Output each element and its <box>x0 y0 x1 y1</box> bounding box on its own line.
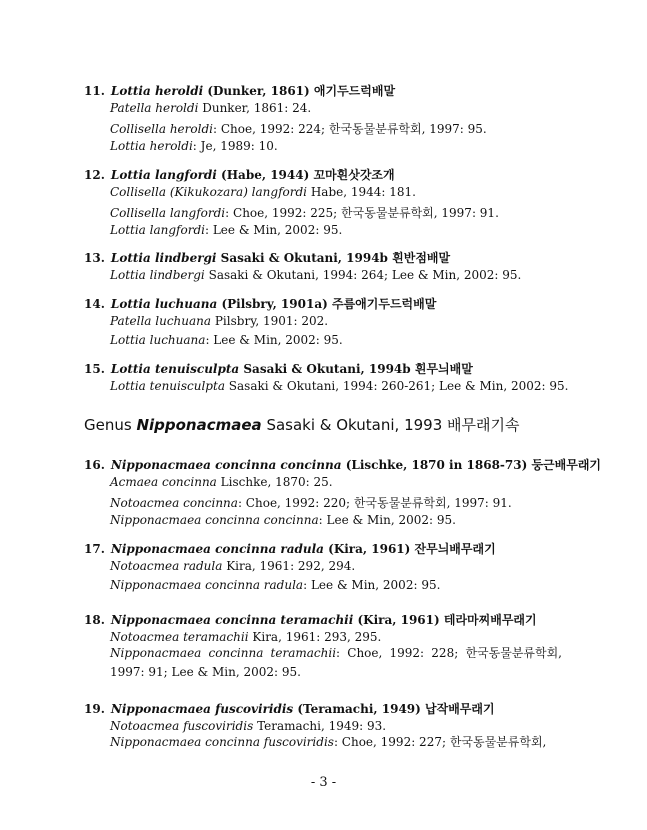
synonym-line <box>110 733 562 752</box>
species-name: heroldi <box>154 84 204 98</box>
genus-name: Lottia <box>110 168 151 182</box>
species-name: fuscoviridis <box>215 702 294 716</box>
entry-number: 19. <box>84 702 105 716</box>
synonym-name: Lottia heroldi <box>110 139 193 153</box>
entry-heading <box>84 82 395 99</box>
synonym-line <box>110 494 512 511</box>
authority: (Dunker, 1861) <box>207 84 310 98</box>
synonym-ref: Lischke, 1870: 25. <box>216 475 333 489</box>
korean-name: 납작배무래기 <box>425 702 495 716</box>
genus-name: Lottia <box>110 297 151 311</box>
entry-heading <box>84 166 395 183</box>
korean-name: 잔무늬배무래기 <box>414 542 496 556</box>
synonym-name: Patella luchuana <box>110 314 212 328</box>
synonym-line <box>110 120 487 137</box>
entry-heading <box>84 295 436 312</box>
genus-prefix: Genus <box>84 416 137 434</box>
synonym-name: Notoacmea concinna <box>110 496 238 510</box>
synonym-line <box>110 314 328 328</box>
synonym-ref: Teramachi, 1949: 93. <box>253 719 387 733</box>
entry-number: 12. <box>84 168 105 182</box>
species-name: concinna concinna <box>215 458 342 472</box>
synonym-name: Nipponacmaea concinna concinna <box>110 513 319 527</box>
synonym-ref: Sasaki & Okutani, 1994: 260-261; Lee & Min, 2002: 95. <box>224 379 569 393</box>
species-name: langfordi <box>154 168 217 182</box>
species-name: concinna radula <box>215 542 324 556</box>
page-number: - 3 - <box>310 775 337 790</box>
synonym-ref: : Lee & Min, 2002: 95. <box>318 513 456 527</box>
genus-name: Nipponacmaea <box>110 613 211 627</box>
synonym-line <box>110 223 342 237</box>
authority: (Kira, 1961) <box>328 542 411 556</box>
korean-name: 둥근배무래기 <box>531 458 602 472</box>
synonym-line <box>110 559 355 573</box>
synonym-name: Nipponacmaea concinna teramachii <box>110 646 337 660</box>
synonym-ref: : Choe, 1992: 227; 한국동물분류학회, <box>333 735 547 749</box>
genus-heading-authority: Sasaki & Okutani, 1993 배무래기속 <box>261 416 520 434</box>
korean-name: 애기두드럭배말 <box>313 84 396 98</box>
entry-heading <box>84 360 473 377</box>
entry-heading <box>84 700 495 717</box>
synonym-name: Collisella heroldi <box>110 122 213 136</box>
entry-number: 14. <box>84 297 105 311</box>
synonym-ref: Kira, 1961: 293, 295. <box>248 630 382 644</box>
synonym-line <box>110 578 440 592</box>
synonym-name: Collisella ( <box>110 185 175 199</box>
synonym-name: Lottia tenuisculpta <box>110 379 225 393</box>
synonym-line <box>110 644 562 682</box>
subgenus-name: Kikukozara <box>174 185 244 199</box>
synonym-ref: Dunker, 1861: 24. <box>198 101 312 115</box>
authority: (Pilsbry, 1901a) <box>221 297 328 311</box>
genus-name: Lottia <box>110 362 151 376</box>
synonym-ref: : Lee & Min, 2002: 95. <box>303 578 441 592</box>
korean-name: 주름애기두드럭배말 <box>331 297 437 311</box>
entry-number: 13. <box>84 251 105 265</box>
synonym-ref: : Choe, 1992: 228; 한국동물분류학회, 1997: 91; Lee & Min, 2002: 95. <box>110 646 562 679</box>
synonym-line <box>110 268 521 282</box>
entry-number: 16. <box>84 458 105 472</box>
entry-number: 17. <box>84 542 105 556</box>
entry-heading <box>84 249 450 266</box>
genus-heading <box>84 414 519 435</box>
synonym-ref: Sasaki & Okutani, 1994: 264; Lee & Min, 2002: 95. <box>204 268 522 282</box>
synonym-name: ) langfordi <box>243 185 308 199</box>
synonym-ref: : Choe, 1992: 220; 한국동물분류학회, 1997: 91. <box>237 496 512 510</box>
synonym-name: Lottia langfordi <box>110 223 205 237</box>
synonym-line <box>110 204 499 221</box>
synonym-name: Notoacmea radula <box>110 559 223 573</box>
synonym-name: Collisella langfordi <box>110 206 226 220</box>
synonym-ref: Kira, 1961: 292, 294. <box>222 559 356 573</box>
synonym-line <box>110 719 386 733</box>
synonym-ref: : Choe, 1992: 224; 한국동물분류학회, 1997: 95. <box>212 122 487 136</box>
synonym-ref: : Lee & Min, 2002: 95. <box>205 333 343 347</box>
authority: Sasaki & Okutani, 1994b <box>243 362 411 376</box>
synonym-line <box>110 513 456 527</box>
synonym-ref: : Lee & Min, 2002: 95. <box>204 223 343 237</box>
genus-name: Nipponacmaea <box>110 458 211 472</box>
species-name: lindbergi <box>154 251 217 265</box>
synonym-name: Nipponacmaea concinna fuscoviridis <box>110 735 334 749</box>
synonym-line <box>110 630 381 644</box>
authority: (Lischke, 1870 in 1868-73) <box>345 458 528 472</box>
entry-number: 11. <box>84 84 105 98</box>
authority: (Teramachi, 1949) <box>297 702 421 716</box>
synonym-line <box>110 101 311 115</box>
synonym-name: Acmaea concinna <box>110 475 217 489</box>
korean-name: 테라마찌배무래기 <box>443 613 537 627</box>
synonym-line <box>110 475 333 489</box>
synonym-name: Patella heroldi <box>110 101 199 115</box>
genus-name: Lottia <box>110 251 151 265</box>
synonym-name: Nipponacmaea concinna radula <box>110 578 304 592</box>
authority: Sasaki & Okutani, 1994b <box>220 251 388 265</box>
korean-name: 꼬마흰삿갓조개 <box>313 168 395 182</box>
synonym-ref: Habe, 1944: 181. <box>307 185 416 199</box>
genus-name: Lottia <box>110 84 151 98</box>
synonym-ref: Pilsbry, 1901: 202. <box>211 314 329 328</box>
genus-name: Nipponacmaea <box>110 702 211 716</box>
synonym-name: Notoacmea teramachii <box>110 630 249 644</box>
species-name: luchuana <box>154 297 218 311</box>
species-name: tenuisculpta <box>154 362 240 376</box>
korean-name: 흰반점배말 <box>392 251 451 265</box>
authority: (Habe, 1944) <box>221 168 310 182</box>
entry-heading <box>84 611 537 628</box>
genus-name: Nipponacmaea <box>110 542 211 556</box>
genus-heading-name: Nipponacmaea <box>136 416 262 434</box>
entry-number: 15. <box>84 362 105 376</box>
korean-name: 흰무늬배말 <box>414 362 473 376</box>
synonym-line <box>110 333 343 347</box>
authority: (Kira, 1961) <box>357 613 440 627</box>
synonym-line <box>110 139 278 153</box>
synonym-name: Lottia luchuana <box>110 333 206 347</box>
synonym-ref: : Je, 1989: 10. <box>192 139 278 153</box>
synonym-ref: : Choe, 1992: 225; 한국동물분류학회, 1997: 91. <box>225 206 499 220</box>
synonym-name: Notoacmea fuscoviridis <box>110 719 254 733</box>
synonym-line <box>110 379 568 393</box>
synonym-name: Lottia lindbergi <box>110 268 205 282</box>
species-name: concinna teramachii <box>215 613 354 627</box>
entry-heading <box>84 540 496 557</box>
synonym-line <box>110 185 416 199</box>
entry-number: 18. <box>84 613 105 627</box>
entry-heading <box>84 456 601 473</box>
